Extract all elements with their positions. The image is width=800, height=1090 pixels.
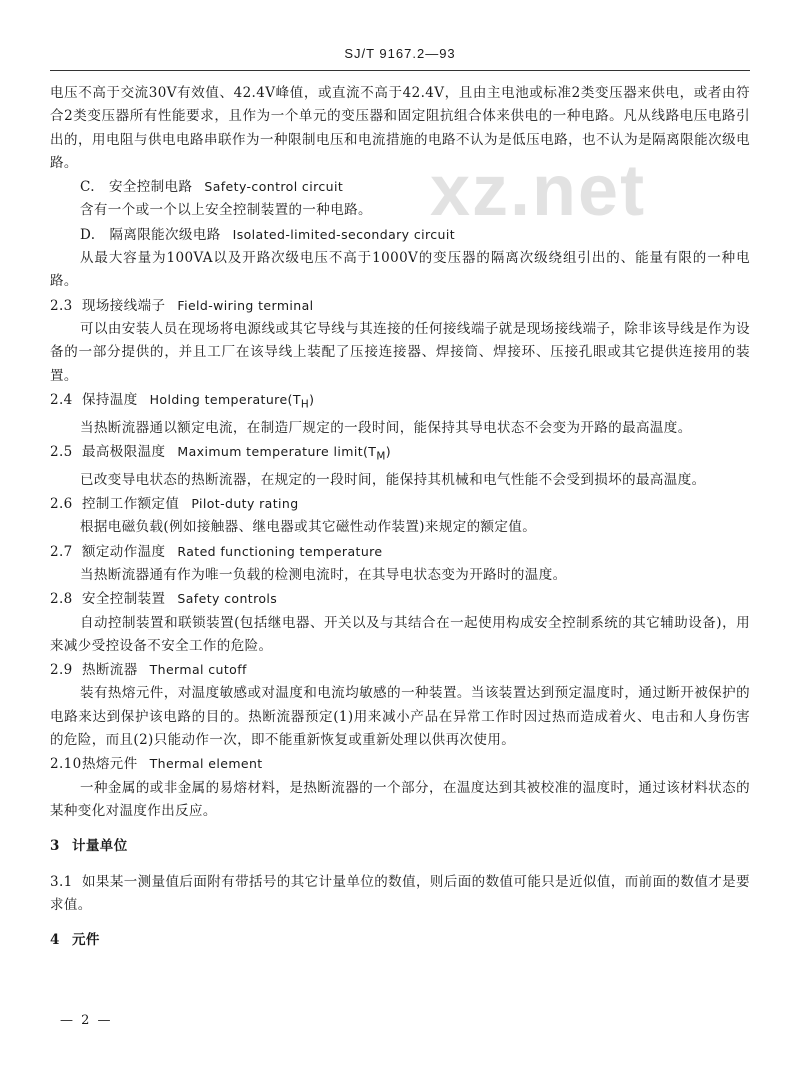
paragraph: 当热断流器通以额定电流，在制造厂规定的一段时间，能保持其导电状态不会变为开路的最高温度。 xyxy=(80,419,692,436)
header-rule xyxy=(50,70,750,71)
clause-number: 2.4 xyxy=(50,391,73,408)
term-en: Rated functioning temperature xyxy=(177,543,383,559)
section-heading-4 xyxy=(50,929,750,952)
term-cn: 安全控制装置 xyxy=(82,591,166,608)
clause-number: 2.6 xyxy=(50,496,73,513)
term-en: Safety controls xyxy=(177,591,278,607)
section-title: 计量单位 xyxy=(72,838,128,855)
paragraph: 已改变导电状态的热断流器，在规定的一段时间，能保持其机械和电气性能不会受到损坏的最高温度。 xyxy=(80,471,706,488)
term-en: Isolated-limited-secondary circuit xyxy=(232,226,456,242)
paragraph: 从最大容量为100VA以及开路次级电压不高于1000V的变压器的隔离次级绕组引出的、能量有限的一种电路。 xyxy=(50,250,750,290)
term-en: Safety-control circuit xyxy=(204,179,344,195)
definition-d xyxy=(50,223,750,247)
term-en: Thermal cutoff xyxy=(149,662,247,678)
term-en: Pilot-duty rating xyxy=(191,496,299,512)
term-en: Thermal element xyxy=(149,756,263,772)
term-en: Holding $temperature(T_H)$ xyxy=(149,391,315,411)
term-cn: 热熔元件 xyxy=(82,756,138,773)
term-cn: 隔离限能次级电路 xyxy=(109,226,221,243)
paragraph: 自动控制装置和联锁装置(包括继电器、开关以及与其结合在一起使用构成安全控制系统的其它辅助设备)，用来减少受控设备不安全工作的危险。 xyxy=(50,614,750,654)
term-cn: 控制工作额定值 xyxy=(82,496,180,513)
clause-heading-2-4 xyxy=(50,388,750,417)
page-number: — 2 — xyxy=(60,1013,113,1028)
item-code: D. xyxy=(80,226,96,243)
term-cn: 安全控制电路 xyxy=(108,179,193,196)
clause-heading-2-8 xyxy=(50,587,750,611)
clause-heading-2-6 xyxy=(50,492,750,516)
paragraph: 一种金属的或非金属的易熔材料，是热断流器的一个部分，在温度达到其被校准的温度时，通过该材料状态的某种变化对温度作出反应。 xyxy=(50,779,750,819)
clause-number: 2.8 xyxy=(50,591,73,608)
term-cn: 最高极限温度 xyxy=(82,443,166,460)
section-number: 4 xyxy=(50,932,60,949)
term-en: Maximum temperature $limit(T_M)$ xyxy=(177,443,391,463)
clause-heading-2-10 xyxy=(50,752,750,776)
clause-number: 2.10 xyxy=(50,756,82,773)
clause-number: 3.1 xyxy=(50,873,73,890)
clause-heading-2-5 xyxy=(50,440,750,469)
clause-number: 2.9 xyxy=(50,662,73,679)
paragraph: 根据电磁负载(例如接触器、继电器或其它磁性动作装置)来规定的额定值。 xyxy=(80,519,537,536)
clause-text: 如果某一测量值后面附有带括号的其它计量单位的数值，则后面的数值可能只是近似值，而前面的数值才是要求值。 xyxy=(50,873,750,913)
item-code: C. xyxy=(80,179,95,196)
clause-heading-2-9 xyxy=(50,658,750,682)
watermark: xz.net xyxy=(430,151,647,231)
paragraph: 可以由安装人员在现场将电源线或其它导线与其连接的任何接线端子就是现场接线端子，除非该导线是作为设备的一部分提供的，并且工厂在该导线上装配了压接连接器、焊接筒、焊接环、压接孔眼或其它提供连接用的装置。 xyxy=(50,320,750,384)
document-body xyxy=(50,82,750,952)
clause-number: 2.3 xyxy=(50,297,73,314)
clause-number: 2.7 xyxy=(50,543,73,560)
paragraph: 当热断流器通有作为唯一负载的检测电流时，在其导电状态变为开路时的温度。 xyxy=(80,566,567,583)
term-cn: 现场接线端子 xyxy=(82,297,166,314)
clause-heading-2-7 xyxy=(50,540,750,564)
clause-3-1 xyxy=(50,871,750,918)
clause-number: 2.5 xyxy=(50,443,73,460)
definition-c xyxy=(50,175,750,199)
term-en: Field-wiring terminal xyxy=(177,297,314,313)
term-cn: 额定动作温度 xyxy=(82,543,166,560)
section-title: 元件 xyxy=(72,932,100,949)
section-heading-3 xyxy=(50,835,750,858)
clause-heading-2-3 xyxy=(50,294,750,318)
section-number: 3 xyxy=(50,838,60,855)
paragraph: 含有一个或一个以上安全控制装置的一种电路。 xyxy=(80,202,372,219)
term-cn: 热断流器 xyxy=(82,662,138,679)
term-cn: 保持温度 xyxy=(82,391,138,408)
paragraph: 装有热熔元件，对温度敏感或对温度和电流均敏感的一种装置。当该装置达到预定温度时，通过断开被保护的电路来达到保护该电路的目的。热断流器预定(1)用来减小产品在异常工作时因过热而造成着火、电击和人身伤害的危险，而且(2)只能动作一次，即不能重新恢复或重新处理以供再次使用。 xyxy=(50,685,750,749)
paragraph-continuation: 电压不高于交流30V有效值、42.4V峰值，或直流不高于42.4V，且由主电池或标准2类变压器来供电，或者由符合2类变压器所有性能要求，且作为一个单元的变压器和固定阻抗组合体来供电的一种电路。凡从线路电压电路引出的，用电阻与供电电路串联作为一种限制电压和电流措施的电路不认为是低压电路，也不认为是隔离限能次级电路。 xyxy=(50,85,750,171)
standard-code-header: SJ/T 9167.2—93 xyxy=(344,46,456,61)
